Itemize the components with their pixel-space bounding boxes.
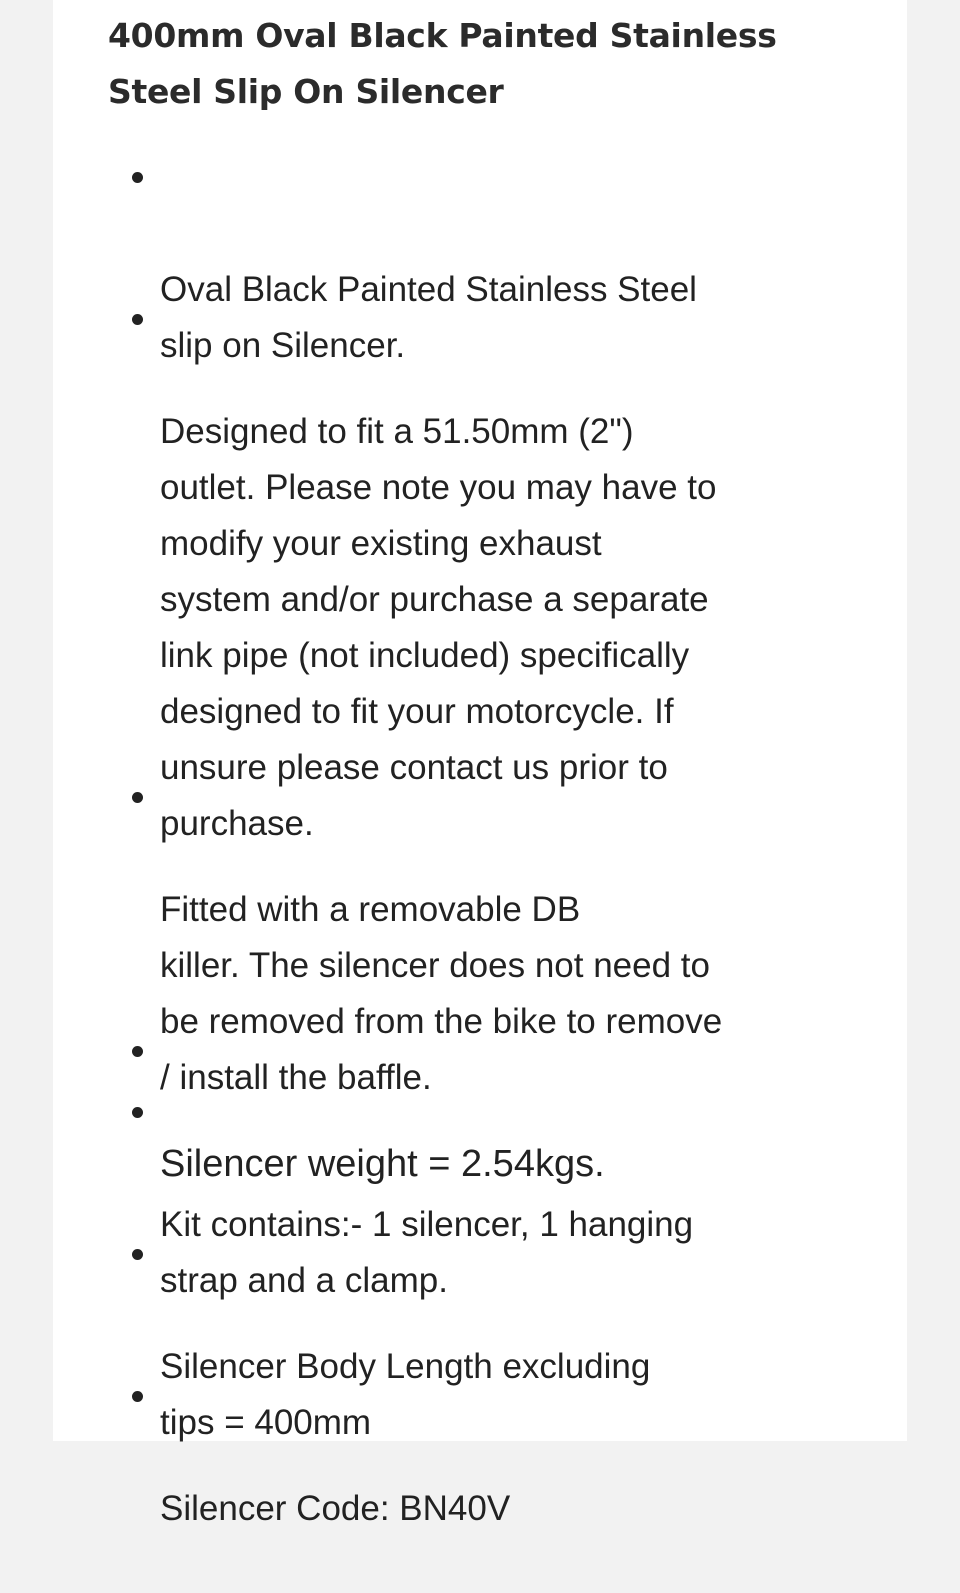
bullet-text: Silencer Code: BN40V	[160, 1489, 511, 1528]
bullet-icon	[132, 1107, 143, 1118]
bullet-icon	[132, 1046, 143, 1057]
bullet-text: Silencer Body Length excluding tips = 400mm	[160, 1347, 651, 1442]
bullet-icon	[132, 1249, 143, 1260]
product-description-card	[53, 0, 907, 1528]
bullet-icon	[132, 792, 143, 803]
bullet-text: Oval Black Painted Stainless Steel slip on Silencer.	[160, 270, 697, 365]
product-title: 400mm Oval Black Painted Stainless Steel Slip On Silencer	[108, 16, 777, 111]
bullet-icon	[132, 1391, 143, 1402]
bullet-icon	[132, 314, 143, 325]
bullet-text: Silencer weight = 2.54kgs.	[160, 1143, 605, 1185]
list-item	[160, 1369, 840, 1593]
bullet-text: Designed to fit a 51.50mm (2") outlet. Please note you may have to modify your existing exhaust system and/or purchase a separate link pipe (not included) specifically designed to fit your motorcycle. If unsure please contact us prior to purchase.	[160, 412, 717, 843]
bullet-icon	[132, 172, 143, 183]
bullet-text: Fitted with a removable DB killer. The silencer does not need to be removed from the bike to remove / install the baffle.	[160, 890, 723, 1097]
bullet-text: Kit contains:- 1 silencer, 1 hanging strap and a clamp.	[160, 1205, 694, 1300]
